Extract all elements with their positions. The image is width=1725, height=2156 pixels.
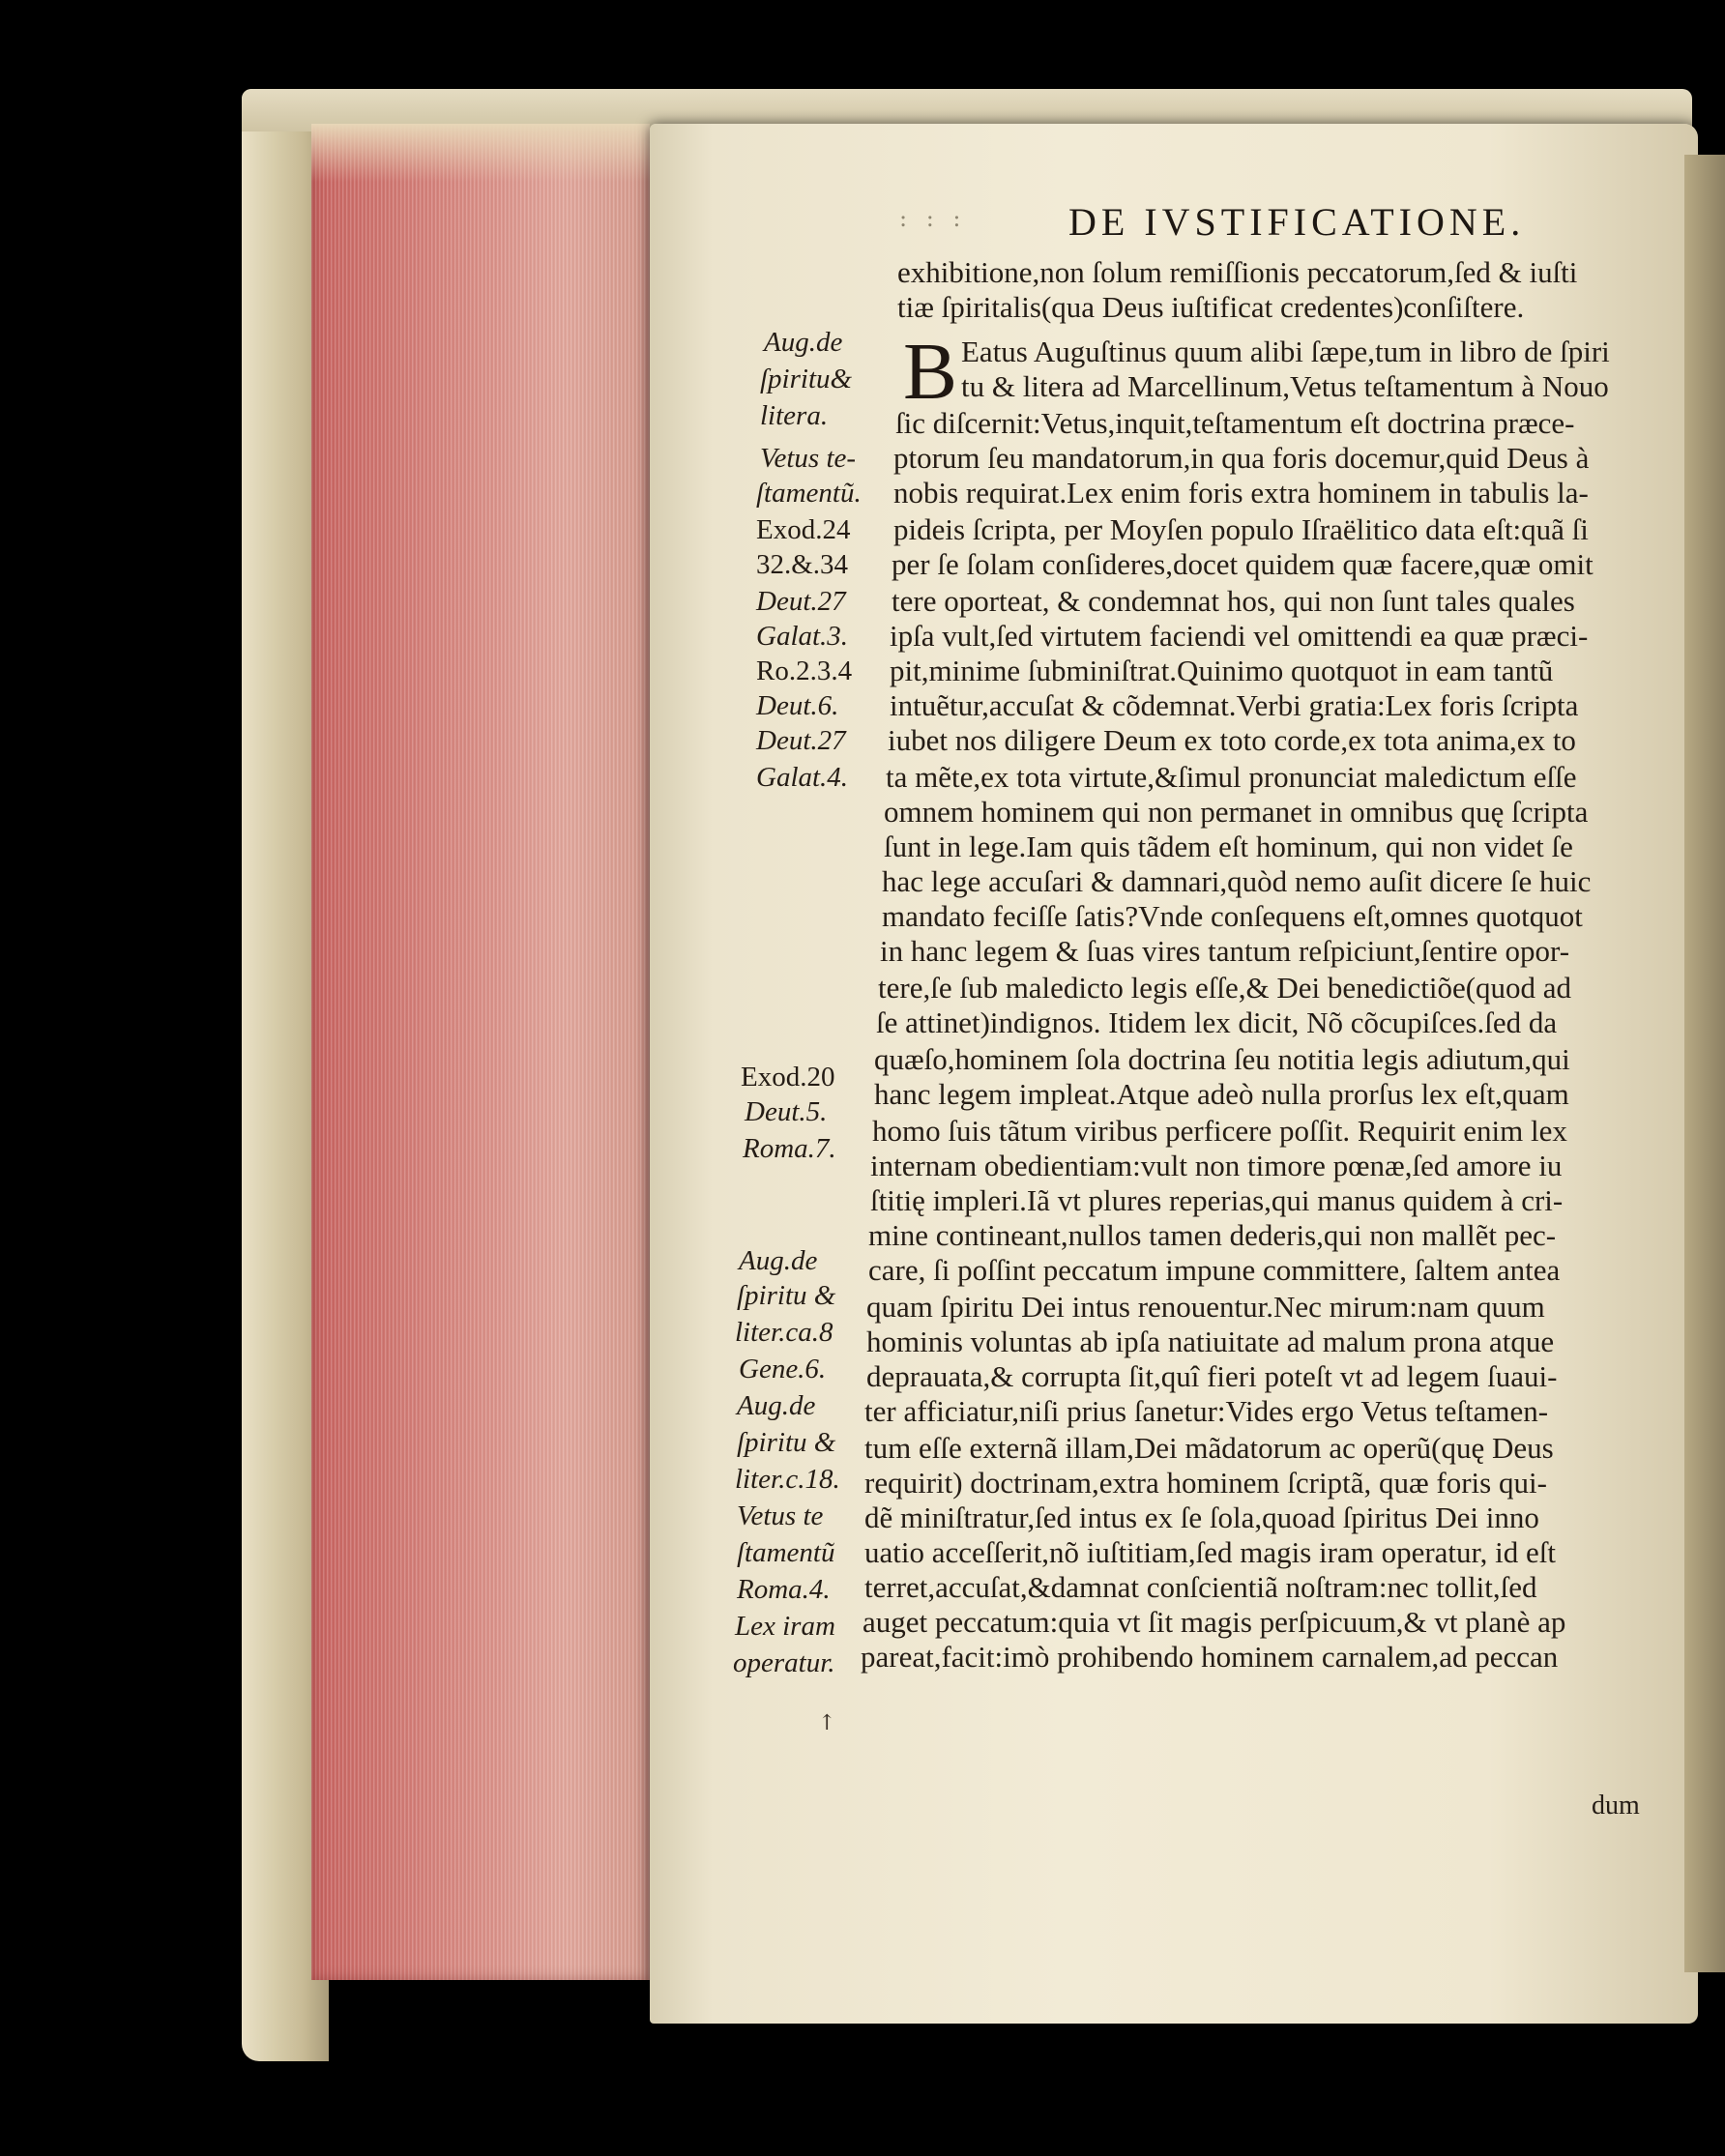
- marginal-note: Roma.4.: [737, 1574, 831, 1605]
- marginal-note: Gene.6.: [739, 1354, 827, 1384]
- text-line: requirit) doctrinam,extra hominem ſcriptã, quæ foris qui-: [864, 1466, 1547, 1500]
- facing-page-edge: [1684, 155, 1725, 1972]
- marginal-note: Deut.27: [756, 725, 846, 756]
- text-line: mandato feciſſe ſatis?Vnde conſequens eſt,omnes quotquot: [882, 899, 1583, 933]
- text-line: intuẽtur,accuſat & cõdemnat.Verbi gratia:Lex foris ſcripta: [890, 688, 1579, 722]
- marginal-note: Galat.3.: [756, 621, 849, 652]
- text-line: quæſo,hominem ſola doctrina ſeu notitia legis adiutum,qui: [874, 1042, 1570, 1076]
- text-line: tere oporteat, & condemnat hos, qui non ſunt tales quales: [892, 584, 1575, 618]
- text-line: nobis requirat.Lex enim foris extra hominem in tabulis la-: [893, 476, 1589, 510]
- text-line: ſtitię impleri.Iã vt plures reperias,qui manus quidem à cri-: [870, 1183, 1564, 1217]
- marginal-note: liter.c.18.: [735, 1464, 840, 1495]
- text-line: pit,minime ſubminiſtrat.Quinimo quotquot in eam tantũ: [890, 654, 1554, 687]
- text-line: tum eſſe externã illam,Dei mãdatorum ac operũ(quę Deus: [864, 1431, 1554, 1465]
- red-sprinkled-page-edges: [311, 124, 650, 1980]
- ornament-mark: ↑: [818, 1711, 836, 1735]
- text-line: in hanc legem & ſuas vires tantum reſpiciunt,ſentire opor-: [880, 934, 1570, 968]
- text-line: pareat,facit:imò prohibendo hominem carnalem,ad peccan: [861, 1640, 1559, 1674]
- text-line: per ſe ſolam conſideres,docet quidem quæ facere,quæ omit: [892, 547, 1593, 581]
- text-line: terret,accuſat,&damnat conſcientiã noſtram:nec tollit,ſed: [864, 1570, 1537, 1604]
- text-line: ipſa vult,ſed virtutem faciendi vel omittendi ea quæ præci-: [890, 619, 1589, 653]
- text-line: omnem hominem qui non permanet in omnibus quę ſcripta: [884, 795, 1589, 829]
- text-line: hanc legem impleat.Atque adeò nulla prorſus lex eſt,quam: [874, 1077, 1569, 1111]
- marginal-note: Deut.6.: [756, 690, 839, 721]
- running-head: DE IVSTIFICATIONE.: [1068, 200, 1526, 244]
- text-line: iubet nos diligere Deum ex toto corde,ex tota anima,ex to: [888, 723, 1576, 757]
- text-line: auget peccatum:quia vt ſit magis perſpicuum,& vt planè ap: [862, 1605, 1566, 1639]
- marginal-note: Aug.de: [739, 1245, 818, 1276]
- text-line: care, ſi poſſint peccatum impune committere, ſaltem antea: [868, 1253, 1561, 1287]
- marginal-note: Deut.27: [756, 586, 846, 617]
- marginal-note: 32.&.34: [756, 549, 849, 580]
- text-line: mine contineant,nullos tamen dederis,qui non mallẽt pec-: [868, 1218, 1557, 1252]
- text-line: ter afficiatur,niſi prius ſanetur:Vides ergo Vetus teſtamen-: [864, 1394, 1549, 1428]
- text-line: pideis ſcripta, per Moyſen populo Iſraëlitico data eſt:quã ſi: [893, 512, 1589, 546]
- text-line: dẽ miniſtratur,ſed intus ex ſe ſola,quoad ſpiritus Dei inno: [864, 1500, 1539, 1534]
- text-line: quam ſpiritu Dei intus renouentur.Nec mirum:nam quum: [866, 1290, 1545, 1324]
- marginal-note: Exod.24: [756, 514, 851, 545]
- text-line: deprauata,& corrupta ſit,quî fieri poteſt vt ad legem ſuaui-: [866, 1359, 1558, 1393]
- marginal-note: operatur.: [733, 1647, 835, 1678]
- marginal-note: Roma.7.: [743, 1133, 836, 1164]
- text-line: uatio acceſſerit,nõ iuſtitiam,ſed magis iram operatur, id eſt: [864, 1535, 1556, 1569]
- text-line: hac lege accuſari & damnari,quòd nemo auſit dicere ſe huic: [882, 864, 1592, 898]
- marginal-note: Aug.de: [737, 1390, 816, 1421]
- text-line: ſe attinet)indignos. Itidem lex dicit, Nõ cõcupiſces.ſed da: [876, 1005, 1558, 1039]
- marginal-note: ſpiritu&: [760, 364, 853, 394]
- marginal-note: Lex iram: [735, 1611, 835, 1642]
- text-line: exhibitione,non ſolum remiſſionis peccatorum,ſed & iuſti: [897, 255, 1578, 289]
- text-line: tiæ ſpiritalis(qua Deus iuſtificat credentes)conſiſtere.: [897, 290, 1525, 324]
- marginal-note: Exod.20: [741, 1062, 835, 1093]
- page-edges-highlight: [311, 124, 650, 182]
- marginal-note: ſtamentũ: [737, 1537, 835, 1568]
- marginal-note: ſpiritu &: [737, 1427, 836, 1458]
- text-line: tu & litera ad Marcellinum,Vetus teſtamentum à Nouo: [961, 369, 1609, 403]
- marginal-note: litera.: [760, 400, 829, 431]
- marginal-note: Vetus te: [737, 1500, 824, 1531]
- text-line: tere,ſe ſub maledicto legis eſſe,& Dei benedictiõe(quod ad: [878, 971, 1572, 1005]
- marginal-note: Galat.4.: [756, 762, 849, 793]
- marginal-note: Aug.de: [764, 327, 843, 358]
- margin-ornament-dots: : : :: [899, 205, 967, 232]
- marginal-note: Ro.2.3.4: [756, 656, 853, 686]
- text-line: ſic diſcernit:Vetus,inquit,teſtamentum eſt doctrina præce-: [895, 406, 1575, 440]
- marginal-note: Vetus te-: [760, 443, 857, 474]
- text-line: ſunt in lege.Iam quis tãdem eſt hominum, qui non videt ſe: [884, 830, 1573, 863]
- text-line: ptorum ſeu mandatorum,in qua foris docemur,quid Deus à: [893, 441, 1590, 475]
- marginal-note: liter.ca.8: [735, 1317, 833, 1348]
- marginal-note: ſpiritu &: [737, 1280, 836, 1311]
- text-line: internam obedientiam:vult non timore pœnæ,ſed amore iu: [870, 1149, 1563, 1182]
- drop-cap-initial: B: [903, 327, 958, 417]
- text-line: hominis voluntas ab ipſa natiuitate ad malum prona atque: [866, 1325, 1555, 1358]
- marginal-note: ſtamentũ.: [756, 478, 862, 509]
- text-line: ta mẽte,ex tota virtute,&ſimul pronunciat maledictum eſſe: [886, 760, 1577, 794]
- text-line: homo ſuis tãtum viribus perficere poſſit. Requirit enim lex: [872, 1114, 1567, 1148]
- marginal-note: Deut.5.: [745, 1096, 828, 1127]
- catchword: dum: [1592, 1791, 1640, 1821]
- text-line: Eatus Auguſtinus quum alibi ſæpe,tum in libro de ſpiri: [961, 335, 1610, 368]
